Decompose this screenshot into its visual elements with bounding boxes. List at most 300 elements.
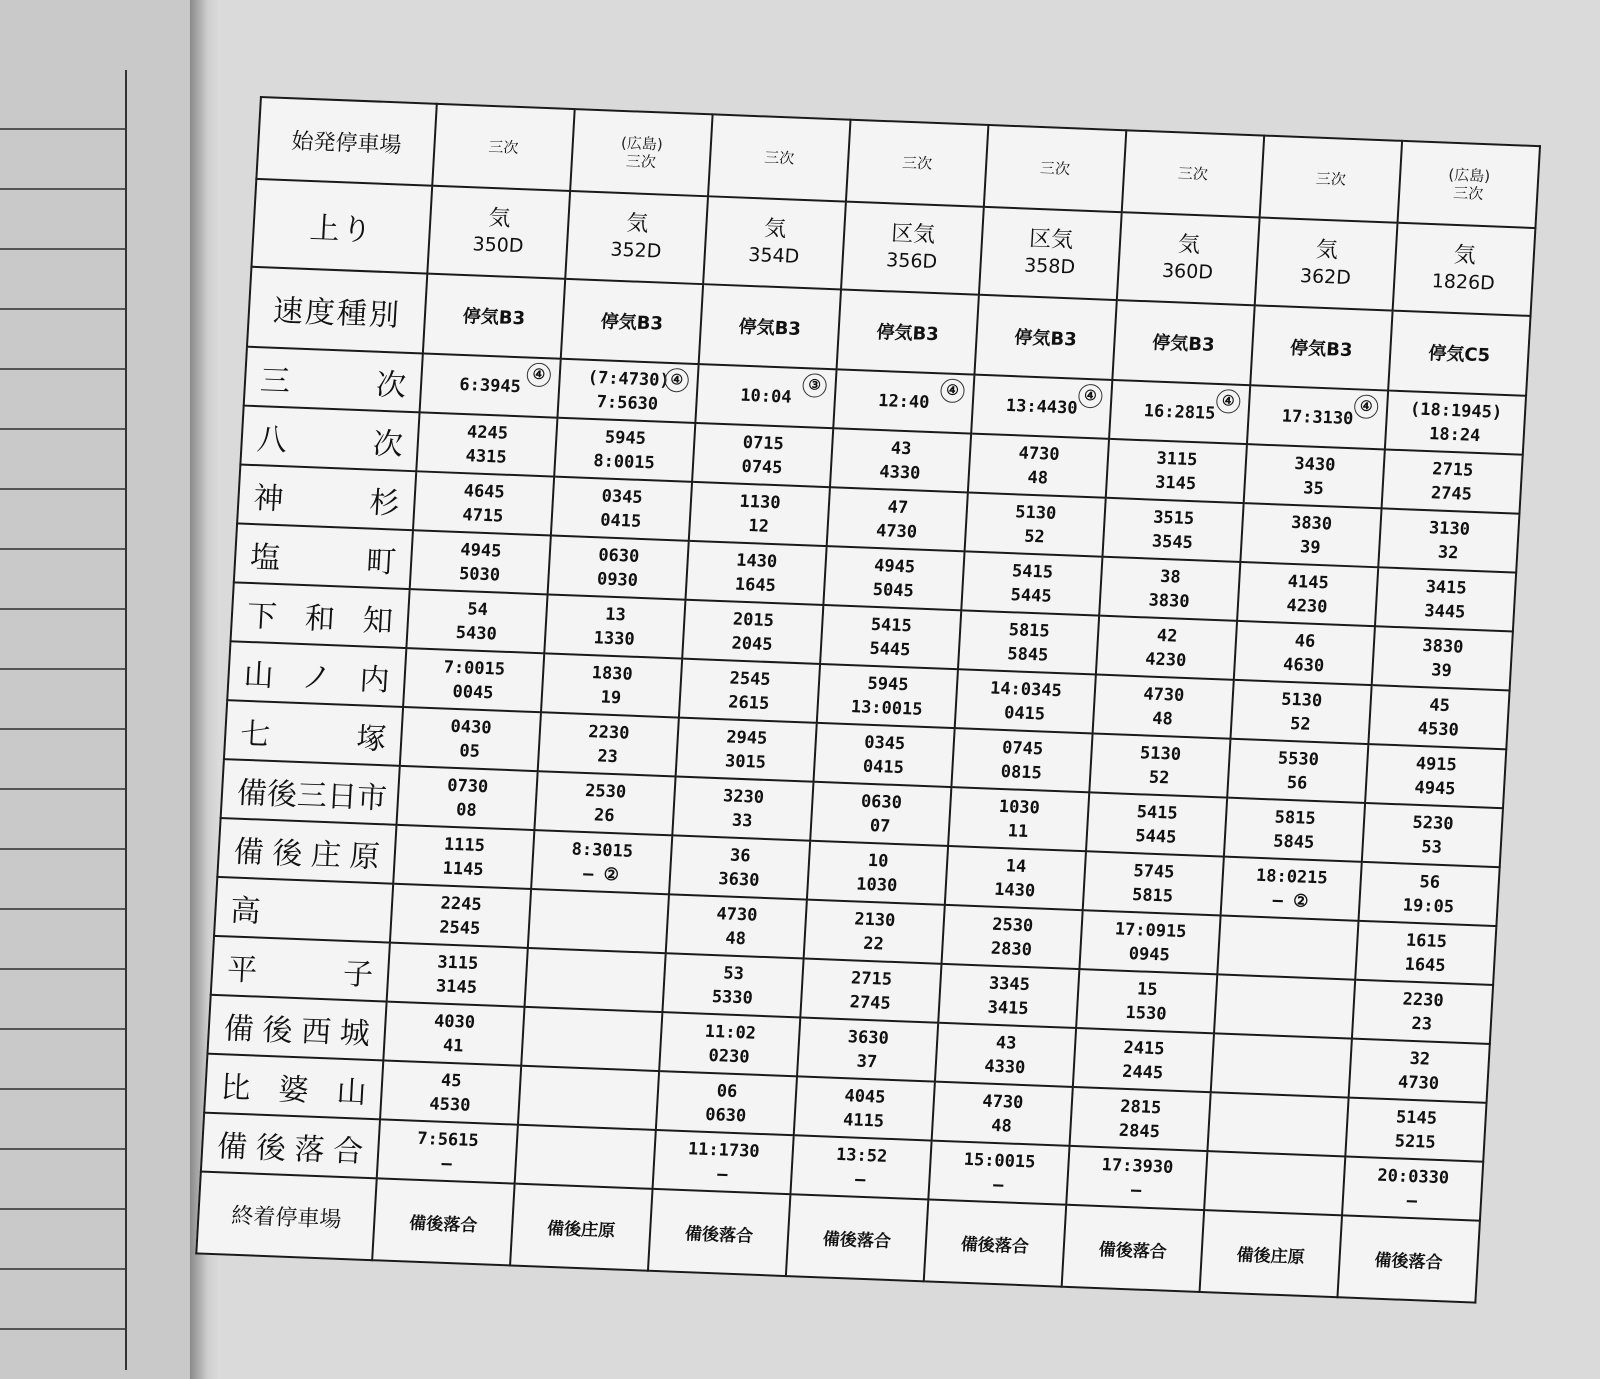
time-value: 52 — [1289, 713, 1312, 735]
time-value: 0715 — [742, 432, 785, 454]
station-name-cell — [234, 523, 413, 589]
time-value: 4730 — [875, 520, 918, 543]
time-pair — [1366, 745, 1505, 807]
station-name — [245, 348, 422, 412]
train-kind: 気 — [1177, 232, 1201, 259]
time-cell — [685, 541, 826, 605]
time-value: 4730 — [1018, 442, 1061, 465]
time-value: — — [1406, 1190, 1418, 1211]
station-char: 原 — [348, 838, 381, 875]
speed-cell: 停気B3 — [974, 295, 1116, 380]
time-pair — [831, 429, 970, 491]
station-char: ノ — [300, 659, 333, 696]
time-value: 4315 — [465, 445, 508, 468]
time-cell — [1083, 851, 1224, 915]
train-number-cell — [841, 202, 984, 295]
time-value: 4945 — [873, 555, 916, 577]
time-pair — [391, 885, 530, 947]
time-cell — [528, 889, 669, 953]
time-value: 46 — [1294, 630, 1316, 652]
time-cell — [1230, 680, 1371, 744]
time-cell — [521, 1007, 662, 1071]
time-pair — [654, 1131, 793, 1193]
time-cell — [1204, 1151, 1345, 1215]
time-value: 4115 — [842, 1109, 885, 1132]
time-cell — [518, 1066, 659, 1130]
time-pair — [1215, 975, 1354, 1037]
station-char: 知 — [361, 602, 394, 639]
time-pair — [1350, 1040, 1489, 1102]
time-value: 3430 — [1293, 453, 1336, 476]
time-value: 3415 — [987, 997, 1030, 1019]
time-value: 39 — [1430, 659, 1453, 681]
time-cell — [810, 782, 951, 846]
time-value: 1030 — [998, 796, 1041, 818]
time-cell — [1099, 557, 1240, 621]
time-value: 2715 — [1431, 458, 1474, 481]
time-value: 4530 — [1417, 718, 1460, 740]
time-cell — [961, 551, 1102, 615]
time-value: 19:05 — [1402, 894, 1455, 917]
time-pair — [1097, 617, 1236, 679]
time-pair — [417, 413, 556, 475]
train-kind: 気 — [625, 211, 650, 237]
time-pair — [1232, 681, 1371, 743]
time-cell — [557, 359, 698, 423]
time-cell — [1247, 385, 1388, 449]
time-value: 1330 — [593, 627, 636, 650]
time-value: 2230 — [1402, 989, 1445, 1011]
station-char: 日 — [326, 778, 358, 815]
train-kind: 気 — [1315, 237, 1339, 264]
time-cell — [1349, 1039, 1490, 1103]
time-cell — [1375, 567, 1516, 631]
station-name-cell — [207, 995, 386, 1061]
time-pair — [821, 606, 960, 668]
time-value: 2715 — [850, 967, 893, 990]
time-pair — [1074, 1029, 1213, 1091]
time-value: 3115 — [1155, 448, 1199, 470]
time-pair — [815, 724, 954, 786]
time-cell — [406, 589, 547, 653]
time-cell — [672, 776, 813, 840]
time-value: 05 — [458, 740, 481, 762]
time-value: 2845 — [1118, 1120, 1161, 1142]
time-pair — [1107, 440, 1246, 502]
time-pair — [1212, 1034, 1351, 1096]
direction-label: 上り — [251, 179, 432, 274]
station-char: 落 — [293, 1131, 326, 1168]
station-char: 七 — [239, 716, 272, 753]
time-cell — [1237, 562, 1378, 626]
time-pair — [949, 788, 1088, 850]
time-value: 5845 — [1006, 643, 1049, 666]
train-number-cell — [1117, 212, 1260, 305]
time-pair — [808, 842, 947, 904]
time-cell — [945, 846, 1086, 910]
time-pair — [1356, 922, 1495, 984]
time-cell — [656, 1071, 797, 1135]
station-name-cell — [217, 818, 396, 884]
time-value: 2130 — [853, 908, 896, 931]
time-value: 7:5630 — [596, 391, 659, 414]
time-pair — [522, 1008, 661, 1070]
time-pair — [795, 1077, 934, 1139]
time-value: 13:0015 — [850, 696, 924, 720]
time-value: 0345 — [601, 485, 644, 508]
time-value: 43 — [890, 437, 913, 459]
time-value: 4730 — [1142, 683, 1185, 706]
time-cell — [1106, 439, 1247, 503]
time-pair — [1218, 917, 1357, 979]
time-cell — [800, 959, 941, 1023]
time-value: 7:0015 — [443, 656, 506, 680]
time-cell — [692, 423, 833, 487]
time-value: 5815 — [1274, 806, 1317, 829]
station-char: 子 — [342, 956, 375, 993]
time-value: 3415 — [1425, 576, 1468, 599]
time-cell — [695, 364, 836, 428]
speed-cell: 停気B3 — [699, 284, 841, 369]
station-name-cell — [240, 406, 419, 472]
time-value: 1030 — [855, 873, 898, 896]
time-value: 2530 — [584, 780, 627, 803]
time-value: 08 — [455, 799, 478, 821]
time-value: 5330 — [711, 986, 754, 1009]
time-pair — [414, 472, 553, 534]
time-value: 5945 — [867, 673, 910, 695]
time-value: 18:24 — [1428, 423, 1481, 446]
time-cell — [790, 1135, 931, 1199]
time-value: — — [1130, 1179, 1142, 1201]
station-name — [218, 819, 395, 883]
time-pair — [549, 537, 688, 599]
time-cell — [813, 723, 954, 787]
time-pair — [693, 424, 832, 486]
time-cell — [1240, 503, 1381, 567]
station-name-cell — [227, 641, 406, 707]
speed-cell: 停気B3 — [1112, 300, 1254, 385]
time-cell — [1234, 621, 1375, 685]
time-pair — [384, 1003, 523, 1065]
time-value: 11 — [1007, 820, 1029, 842]
origin-cell — [1398, 141, 1540, 228]
time-pair — [690, 483, 829, 545]
time-value: 0745 — [1001, 737, 1044, 760]
time-cell — [928, 1141, 1069, 1205]
time-cell — [965, 492, 1106, 556]
origin-cell — [432, 104, 574, 191]
time-value: 33 — [731, 810, 754, 831]
train-number: 356D — [885, 249, 938, 274]
time-cell — [817, 664, 958, 728]
destination-cell: 備後庄原 — [510, 1184, 652, 1271]
time-value: 3130 — [1428, 517, 1471, 540]
station-char: 杉 — [368, 485, 401, 522]
time-value: 0345 — [863, 732, 906, 754]
time-value: 11:1730 — [687, 1138, 761, 1162]
time-pair — [1245, 445, 1384, 507]
time-value: 13:4430 — [1005, 395, 1079, 419]
time-value: 2745 — [1430, 482, 1473, 505]
time-pair — [952, 729, 1091, 791]
train-number-cell — [427, 186, 570, 279]
time-value: 5145 — [1395, 1106, 1438, 1129]
time-value: 36 — [729, 845, 752, 866]
time-value: 0230 — [708, 1045, 751, 1067]
time-cell — [1378, 508, 1519, 572]
station-char: 塚 — [355, 720, 388, 757]
time-value: 4245 — [466, 421, 509, 444]
time-value: 2615 — [727, 691, 770, 714]
time-pair — [687, 542, 826, 604]
time-value: 37 — [856, 1051, 878, 1072]
time-cell — [1372, 626, 1513, 690]
time-pair — [1376, 568, 1515, 630]
station-name — [241, 407, 418, 471]
time-cell — [1365, 744, 1506, 808]
time-cell — [390, 884, 531, 948]
time-cell — [1086, 792, 1227, 856]
time-value: 5045 — [872, 579, 915, 601]
time-pair — [805, 901, 944, 963]
station-name — [235, 524, 412, 588]
station-name-cell — [221, 759, 400, 825]
station-char: 後 — [254, 1130, 287, 1167]
destination-label: 終着停車場 — [196, 1172, 376, 1261]
time-value: 43 — [995, 1032, 1017, 1054]
time-pair — [398, 767, 537, 829]
time-cell — [544, 594, 685, 658]
time-value: 0945 — [1128, 943, 1171, 966]
time-value: 2545 — [729, 667, 772, 690]
time-value: 45 — [440, 1070, 463, 1091]
time-value: 2230 — [587, 721, 630, 744]
time-cell — [377, 1119, 518, 1183]
track-number: ④ — [940, 378, 965, 403]
track-number: ④ — [1216, 389, 1241, 414]
time-cell — [1070, 1087, 1211, 1151]
time-pair — [526, 949, 665, 1011]
time-cell — [653, 1130, 794, 1194]
train-number: 352D — [609, 238, 662, 263]
time-pair — [519, 1067, 658, 1129]
time-cell — [387, 943, 528, 1007]
time-value: 0630 — [704, 1104, 747, 1126]
time-value: 12:40 — [877, 390, 930, 413]
time-cell — [397, 766, 538, 830]
time-value: 4630 — [1282, 654, 1325, 676]
time-pair — [1090, 734, 1229, 796]
time-cell — [1109, 380, 1250, 444]
station-char: 備 — [216, 1128, 249, 1165]
time-cell — [689, 482, 830, 546]
time-cell — [951, 728, 1092, 792]
time-value: 0415 — [599, 509, 642, 532]
station-char: 下 — [245, 598, 278, 635]
track-number: ③ — [802, 373, 827, 398]
origin-cell — [1122, 130, 1264, 217]
time-value: 4230 — [1285, 595, 1329, 617]
station-char: 備 — [236, 775, 269, 812]
time-cell — [1102, 498, 1243, 562]
time-pair — [969, 435, 1108, 497]
station-char: 八 — [255, 421, 288, 458]
time-value: 5130 — [1280, 689, 1323, 711]
time-pair — [394, 826, 533, 888]
time-pair — [683, 601, 822, 663]
time-pair — [542, 654, 681, 716]
time-value: 3545 — [1151, 531, 1194, 553]
time-pair — [962, 552, 1101, 614]
time-cell — [1073, 1028, 1214, 1092]
time-cell — [958, 610, 1099, 674]
time-value: 56 — [1418, 871, 1441, 893]
time-pair — [529, 890, 668, 952]
time-pair — [1373, 627, 1512, 689]
time-pair — [1094, 676, 1233, 738]
station-name-cell — [224, 700, 403, 766]
time-value: 5415 — [870, 614, 913, 636]
station-char: 内 — [358, 661, 391, 698]
time-pair — [943, 906, 1082, 968]
station-name-cell — [231, 582, 410, 648]
time-pair — [388, 944, 527, 1006]
train-kind: 区気 — [1028, 226, 1074, 254]
origin-station: 三次 — [763, 148, 795, 168]
station-name-cell — [214, 877, 393, 943]
station-char: 高 — [229, 892, 262, 930]
station-char: 比 — [219, 1069, 252, 1106]
time-cell — [833, 369, 974, 433]
time-pair — [972, 376, 1111, 438]
time-pair — [404, 649, 543, 711]
time-value: 0415 — [862, 756, 905, 778]
time-value: 4715 — [461, 504, 504, 527]
time-pair — [677, 719, 816, 781]
time-value: 39 — [1299, 536, 1322, 558]
time-pair — [421, 354, 560, 416]
station-name — [222, 760, 399, 824]
time-cell — [1066, 1146, 1207, 1210]
time-cell — [1207, 1092, 1348, 1156]
train-kind: 区気 — [890, 221, 936, 249]
time-cell — [1382, 449, 1523, 513]
speed-cell: 停気B3 — [561, 279, 703, 364]
time-value: 11:02 — [704, 1021, 757, 1044]
time-value: 4145 — [1287, 571, 1330, 593]
time-value: — ② — [1272, 889, 1309, 912]
station-char: 備 — [222, 1010, 255, 1047]
time-value: 4045 — [843, 1085, 887, 1108]
time-pair — [1208, 1093, 1347, 1155]
origin-prefix: (広島) — [1447, 165, 1491, 186]
time-value: 7:5615 — [416, 1128, 480, 1151]
time-pair — [1225, 799, 1364, 861]
time-pair — [1369, 686, 1508, 748]
speed-cell: 停気B3 — [423, 274, 565, 359]
train-number-cell — [979, 207, 1122, 300]
origin-station: 三次 — [1315, 169, 1347, 189]
time-value: 23 — [596, 745, 619, 767]
time-pair — [559, 360, 698, 422]
time-value: 5745 — [1132, 860, 1175, 883]
time-pair — [663, 954, 802, 1016]
time-value: 6:3945 — [458, 374, 522, 397]
time-value: 0630 — [860, 791, 903, 813]
station-name — [225, 701, 402, 765]
time-value: 17:3130 — [1281, 405, 1354, 429]
time-value: (7:4730) — [587, 367, 671, 391]
time-cell — [380, 1060, 521, 1124]
time-value: 5215 — [1394, 1130, 1437, 1153]
station-char: 合 — [332, 1133, 365, 1170]
time-cell — [823, 546, 964, 610]
train-number: 350D — [471, 233, 525, 258]
station-name — [232, 583, 409, 647]
train-number: 358D — [1023, 254, 1076, 279]
time-pair — [1248, 386, 1387, 448]
time-pair — [1071, 1088, 1210, 1150]
time-value: 4730 — [981, 1090, 1024, 1113]
time-value: 0730 — [446, 775, 489, 797]
time-pair — [381, 1061, 520, 1123]
destination-cell: 備後落合 — [1062, 1205, 1204, 1292]
time-value: 48 — [724, 928, 747, 949]
train-kind: 気 — [1453, 242, 1477, 269]
time-pair — [1205, 1152, 1344, 1214]
time-value: 3830 — [1290, 512, 1333, 534]
origin-cell — [570, 109, 712, 196]
time-value: 07 — [869, 815, 891, 837]
time-value: 1130 — [739, 491, 782, 513]
time-value: 35 — [1302, 477, 1325, 499]
time-pair — [411, 531, 550, 593]
time-pair — [1363, 804, 1502, 866]
time-pair — [539, 713, 678, 775]
origin-station: 三次 — [901, 153, 933, 173]
destination-cell: 備後落合 — [924, 1199, 1066, 1286]
time-cell — [820, 605, 961, 669]
time-pair — [401, 708, 540, 770]
time-cell — [1093, 675, 1234, 739]
train-number-cell — [565, 191, 708, 284]
time-pair — [801, 960, 940, 1022]
time-value: 47 — [887, 496, 909, 518]
station-char: 次 — [371, 426, 404, 463]
time-value: 48 — [990, 1115, 1013, 1137]
station-char: 山 — [242, 657, 275, 694]
time-cell — [1211, 1033, 1352, 1097]
time-pair — [1228, 740, 1367, 802]
time-cell — [659, 1012, 800, 1076]
time-pair — [1343, 1157, 1482, 1219]
train-number: 362D — [1299, 265, 1352, 289]
time-value: 5815 — [1131, 884, 1174, 907]
time-cell — [797, 1017, 938, 1081]
time-value: 3445 — [1423, 600, 1466, 623]
time-cell — [971, 375, 1112, 439]
origin-prefix: (広島) — [620, 133, 664, 154]
time-value: 5130 — [1014, 501, 1057, 524]
time-value: 15:0015 — [963, 1149, 1036, 1173]
speed-cell: 停気C5 — [1388, 311, 1530, 396]
origin-cell — [708, 114, 850, 201]
time-cell — [538, 712, 679, 776]
station-name-cell — [244, 347, 423, 413]
track-number: ④ — [526, 362, 551, 387]
time-pair — [1110, 381, 1249, 443]
